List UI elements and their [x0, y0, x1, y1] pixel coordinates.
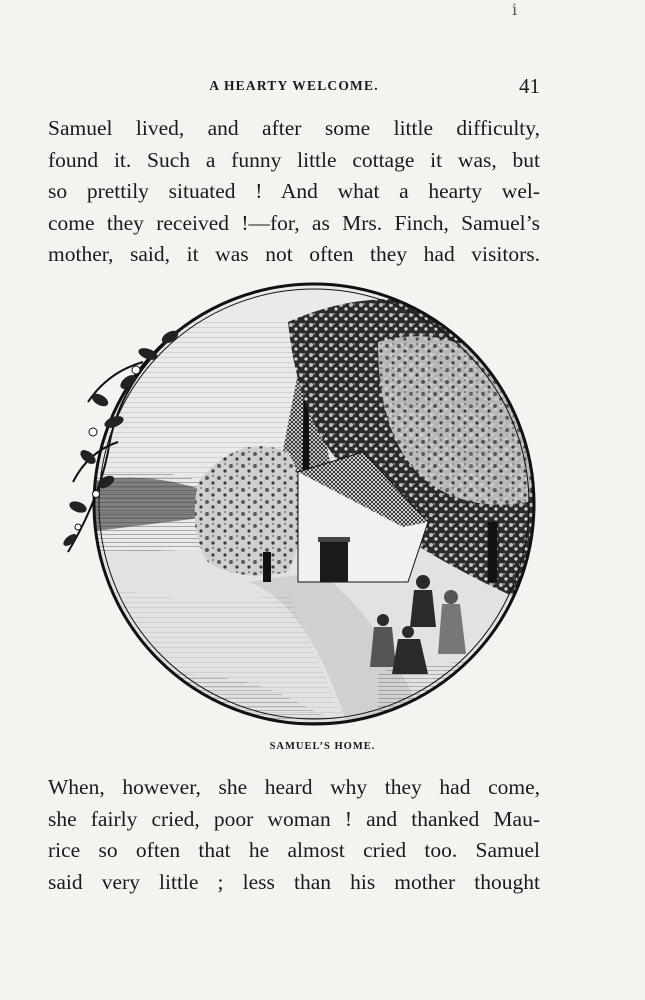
margin-mark: ⅰ — [512, 2, 518, 19]
illustration — [48, 282, 548, 728]
text-line: so prettily situated ! And what a hearty wel- — [48, 179, 540, 203]
text-line: found it. Such a funny little cottage it was, but — [48, 147, 540, 172]
text-line: When, however, she heard why they had come, — [48, 775, 540, 799]
running-title: A HEARTY WELCOME. — [209, 78, 379, 93]
cottage-engraving — [48, 282, 548, 728]
text-line: Samuel lived, and after some little difficulty, — [48, 116, 540, 140]
text-line: said very little ; less than his mother thought — [48, 869, 540, 894]
paragraph-top — [48, 113, 540, 271]
text-line: mother, said, it was not often they had visitors. — [48, 242, 540, 266]
text-line: come they received !—for, as Mrs. Finch, Samuel’s — [48, 210, 540, 235]
paragraph-bottom — [48, 772, 540, 898]
figure-caption: SAMUEL’S HOME. — [269, 741, 376, 752]
running-head — [48, 74, 540, 102]
text-line: rice so often that he almost cried too. Samuel — [48, 838, 540, 862]
page-number: 41 — [519, 74, 540, 98]
text-line: she fairly cried, poor woman ! and thanked Mau- — [48, 806, 540, 831]
